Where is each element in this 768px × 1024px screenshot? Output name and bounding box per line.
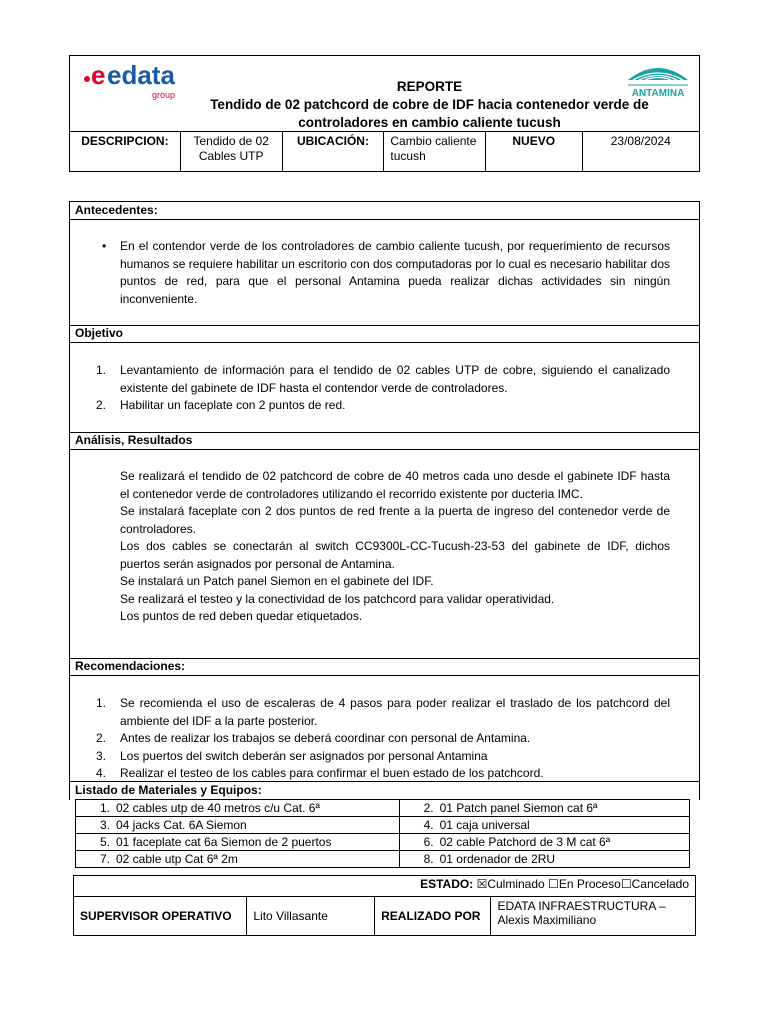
realizado-value-line1: EDATA INFRAESTRUCTURA – bbox=[497, 899, 666, 913]
checkbox-checked-icon[interactable]: ☒ bbox=[476, 877, 488, 891]
report-title-line3: controladores en cambio caliente tucush bbox=[298, 115, 561, 130]
material-number: 6. bbox=[423, 835, 434, 849]
list-item-number: 2. bbox=[96, 731, 107, 745]
material-number: 7. bbox=[99, 852, 110, 866]
material-text: 01 ordenador de 2RU bbox=[439, 852, 556, 866]
material-number: 4. bbox=[423, 818, 434, 832]
material-cell bbox=[399, 834, 689, 851]
report-title-line2: Tendido de 02 patchcord de cobre de IDF hacia contenedor verde de bbox=[210, 97, 649, 112]
analisis-text bbox=[120, 468, 670, 626]
list-item bbox=[96, 362, 670, 397]
estado-option-culminado[interactable] bbox=[477, 877, 545, 891]
antecedentes-text bbox=[102, 238, 670, 308]
realizado-label: REALIZADO POR bbox=[375, 897, 491, 936]
materiales-title: Listado de Materiales y Equipos: bbox=[69, 782, 700, 800]
list-item-text: Antes de realizar los trabajos se deberá coordinar con personal de Antamina. bbox=[120, 731, 531, 745]
material-number: 1. bbox=[99, 801, 110, 815]
material-cell bbox=[399, 817, 689, 834]
table-row bbox=[76, 817, 690, 834]
edata-logo-text: edata bbox=[107, 62, 175, 90]
objetivo-list bbox=[96, 362, 670, 415]
ubicacion-label: UBICACIÓN: bbox=[282, 132, 384, 172]
list-item-text: Los puertos del switch deberán ser asignados por personal Antamina bbox=[120, 748, 488, 763]
estado-option-cancelado[interactable] bbox=[621, 877, 689, 891]
report-title-line1: REPORTE bbox=[396, 79, 463, 94]
analisis-line: Se instalará un Patch panel Siemon en el gabinete del IDF. bbox=[120, 574, 434, 588]
analisis-line: Los puntos de red deben quedar etiquetados. bbox=[120, 609, 363, 623]
ubicacion-value: Cambio caliente tucush bbox=[384, 132, 486, 172]
material-cell bbox=[76, 834, 400, 851]
material-cell bbox=[76, 817, 400, 834]
analisis-line: Los dos cables se conectarán al switch CC9300L-CC-Tucush-23-53 del gabinete de IDF, dichos puertos serán asignados por personal de Antamina. bbox=[120, 539, 670, 571]
objetivo-title: Objetivo bbox=[70, 325, 699, 343]
list-item bbox=[96, 397, 670, 415]
estado-label: ESTADO: bbox=[420, 877, 474, 891]
svg-text:e: e bbox=[91, 62, 106, 90]
list-item-number: 3. bbox=[96, 748, 107, 763]
material-cell bbox=[76, 851, 400, 868]
list-item bbox=[96, 695, 670, 730]
list-item-text: Habilitar un faceplate con 2 puntos de red. bbox=[120, 398, 346, 412]
estado-option-en-proceso[interactable] bbox=[548, 877, 621, 891]
list-item-number: 4. bbox=[96, 766, 107, 780]
list-item-number: 2. bbox=[96, 398, 107, 412]
analisis-line: Se realizará el testeo y la conectividad de los patchcord para validar operatividad. bbox=[120, 591, 555, 606]
recomendaciones-title: Recomendaciones: bbox=[70, 658, 699, 676]
header-info-table bbox=[69, 131, 700, 172]
antecedentes-title: Antecedentes: bbox=[70, 202, 699, 220]
material-number: 8. bbox=[423, 852, 434, 866]
report-body bbox=[69, 201, 700, 782]
material-cell bbox=[399, 851, 689, 868]
material-cell bbox=[399, 800, 689, 817]
supervisor-label: SUPERVISOR OPERATIVO bbox=[74, 897, 247, 936]
material-cell bbox=[76, 800, 400, 817]
material-text: 02 cable Patchord de 3 M cat 6ª bbox=[439, 835, 611, 849]
bullet-icon: • bbox=[102, 239, 107, 253]
descripcion-label: DESCRIPCION: bbox=[70, 132, 181, 172]
estado-option-label: Cancelado bbox=[631, 877, 689, 891]
checkbox-icon[interactable]: ☐ bbox=[548, 877, 559, 891]
analisis-line: Se instalará faceplate con 2 dos puntos de red frente a la puerta de ingreso del contenedor verde de controladores. bbox=[120, 504, 670, 536]
materiales-table bbox=[75, 799, 690, 868]
list-item bbox=[96, 765, 670, 783]
material-text: 01 Patch panel Siemon cat 6ª bbox=[439, 801, 598, 815]
list-item-text: Se recomienda el uso de escaleras de 4 pasos para poder realizar el traslado de los patchcord del ambiente del IDF a la parte posterior. bbox=[120, 696, 670, 728]
realizado-value bbox=[491, 897, 696, 936]
header-title-box bbox=[69, 55, 700, 132]
edata-logo-graphic bbox=[82, 62, 178, 102]
table-row bbox=[76, 800, 690, 817]
status-value: NUEVO bbox=[485, 132, 582, 172]
list-item bbox=[96, 730, 670, 748]
estado-row bbox=[74, 876, 696, 897]
material-text: 04 jacks Cat. 6A Siemon bbox=[116, 818, 247, 832]
table-row bbox=[76, 851, 690, 868]
list-item-number: 1. bbox=[96, 363, 107, 377]
material-text: 02 cables utp de 40 metros c/u Cat. 6ª bbox=[116, 801, 320, 815]
antecedentes-bullet: En el contendor verde de los controladores de cambio caliente tucush, por requerimiento de recursos humanos se requiere habilitar un escritorio con dos computadoras por lo cual es necesario habilitar dos puntos de red, para que el personal Antamina pueda realizar dichas actividades sin ningún inconveniente. bbox=[120, 239, 670, 306]
table-row bbox=[76, 834, 690, 851]
report-title bbox=[180, 78, 679, 132]
material-text: 02 cable utp Cat 6ª 2m bbox=[116, 852, 238, 866]
checkbox-icon[interactable]: ☐ bbox=[620, 877, 632, 891]
realizado-value-line2: Alexis Maximiliano bbox=[497, 913, 597, 927]
material-text: 01 faceplate cat 6a Siemon de 2 puertos bbox=[116, 835, 332, 849]
report-date: 23/08/2024 bbox=[582, 132, 700, 172]
material-number: 3. bbox=[99, 818, 110, 832]
estado-option-label: En Proceso bbox=[558, 877, 621, 891]
list-item-text: Realizar el testeo de los cables para confirmar el buen estado de los patchcord. bbox=[120, 766, 544, 780]
edata-logo bbox=[82, 62, 178, 107]
estado-option-label: Culminado bbox=[487, 877, 545, 891]
footer-table bbox=[73, 875, 696, 936]
recomendaciones-list bbox=[96, 695, 670, 783]
material-number: 2. bbox=[423, 801, 434, 815]
list-item-number: 1. bbox=[96, 696, 107, 710]
list-item-text: Levantamiento de información para el tendido de 02 cables UTP de cobre, siguiendo el canalizado existente del gabinete de IDF hasta el contendor verde de controladores. bbox=[120, 363, 670, 395]
antamina-logo-text: ANTAMINA bbox=[631, 88, 685, 99]
supervisor-value: Lito Villasante bbox=[247, 897, 375, 936]
descripcion-value: Tendido de 02 Cables UTP bbox=[180, 132, 282, 172]
report-header bbox=[69, 55, 700, 170]
material-number: 5. bbox=[99, 835, 110, 849]
analisis-title: Análisis, Resultados bbox=[70, 432, 699, 450]
material-text: 01 caja universal bbox=[439, 818, 530, 832]
analisis-line: Se realizará el tendido de 02 patchcord de cobre de 40 metros cada uno desde el gabinete IDF hasta el contenedor verde de controladores utilizando el recorrido existente por ducteria IMC. bbox=[120, 469, 670, 501]
list-item bbox=[96, 748, 670, 766]
edata-logo-sub: group bbox=[152, 90, 176, 100]
